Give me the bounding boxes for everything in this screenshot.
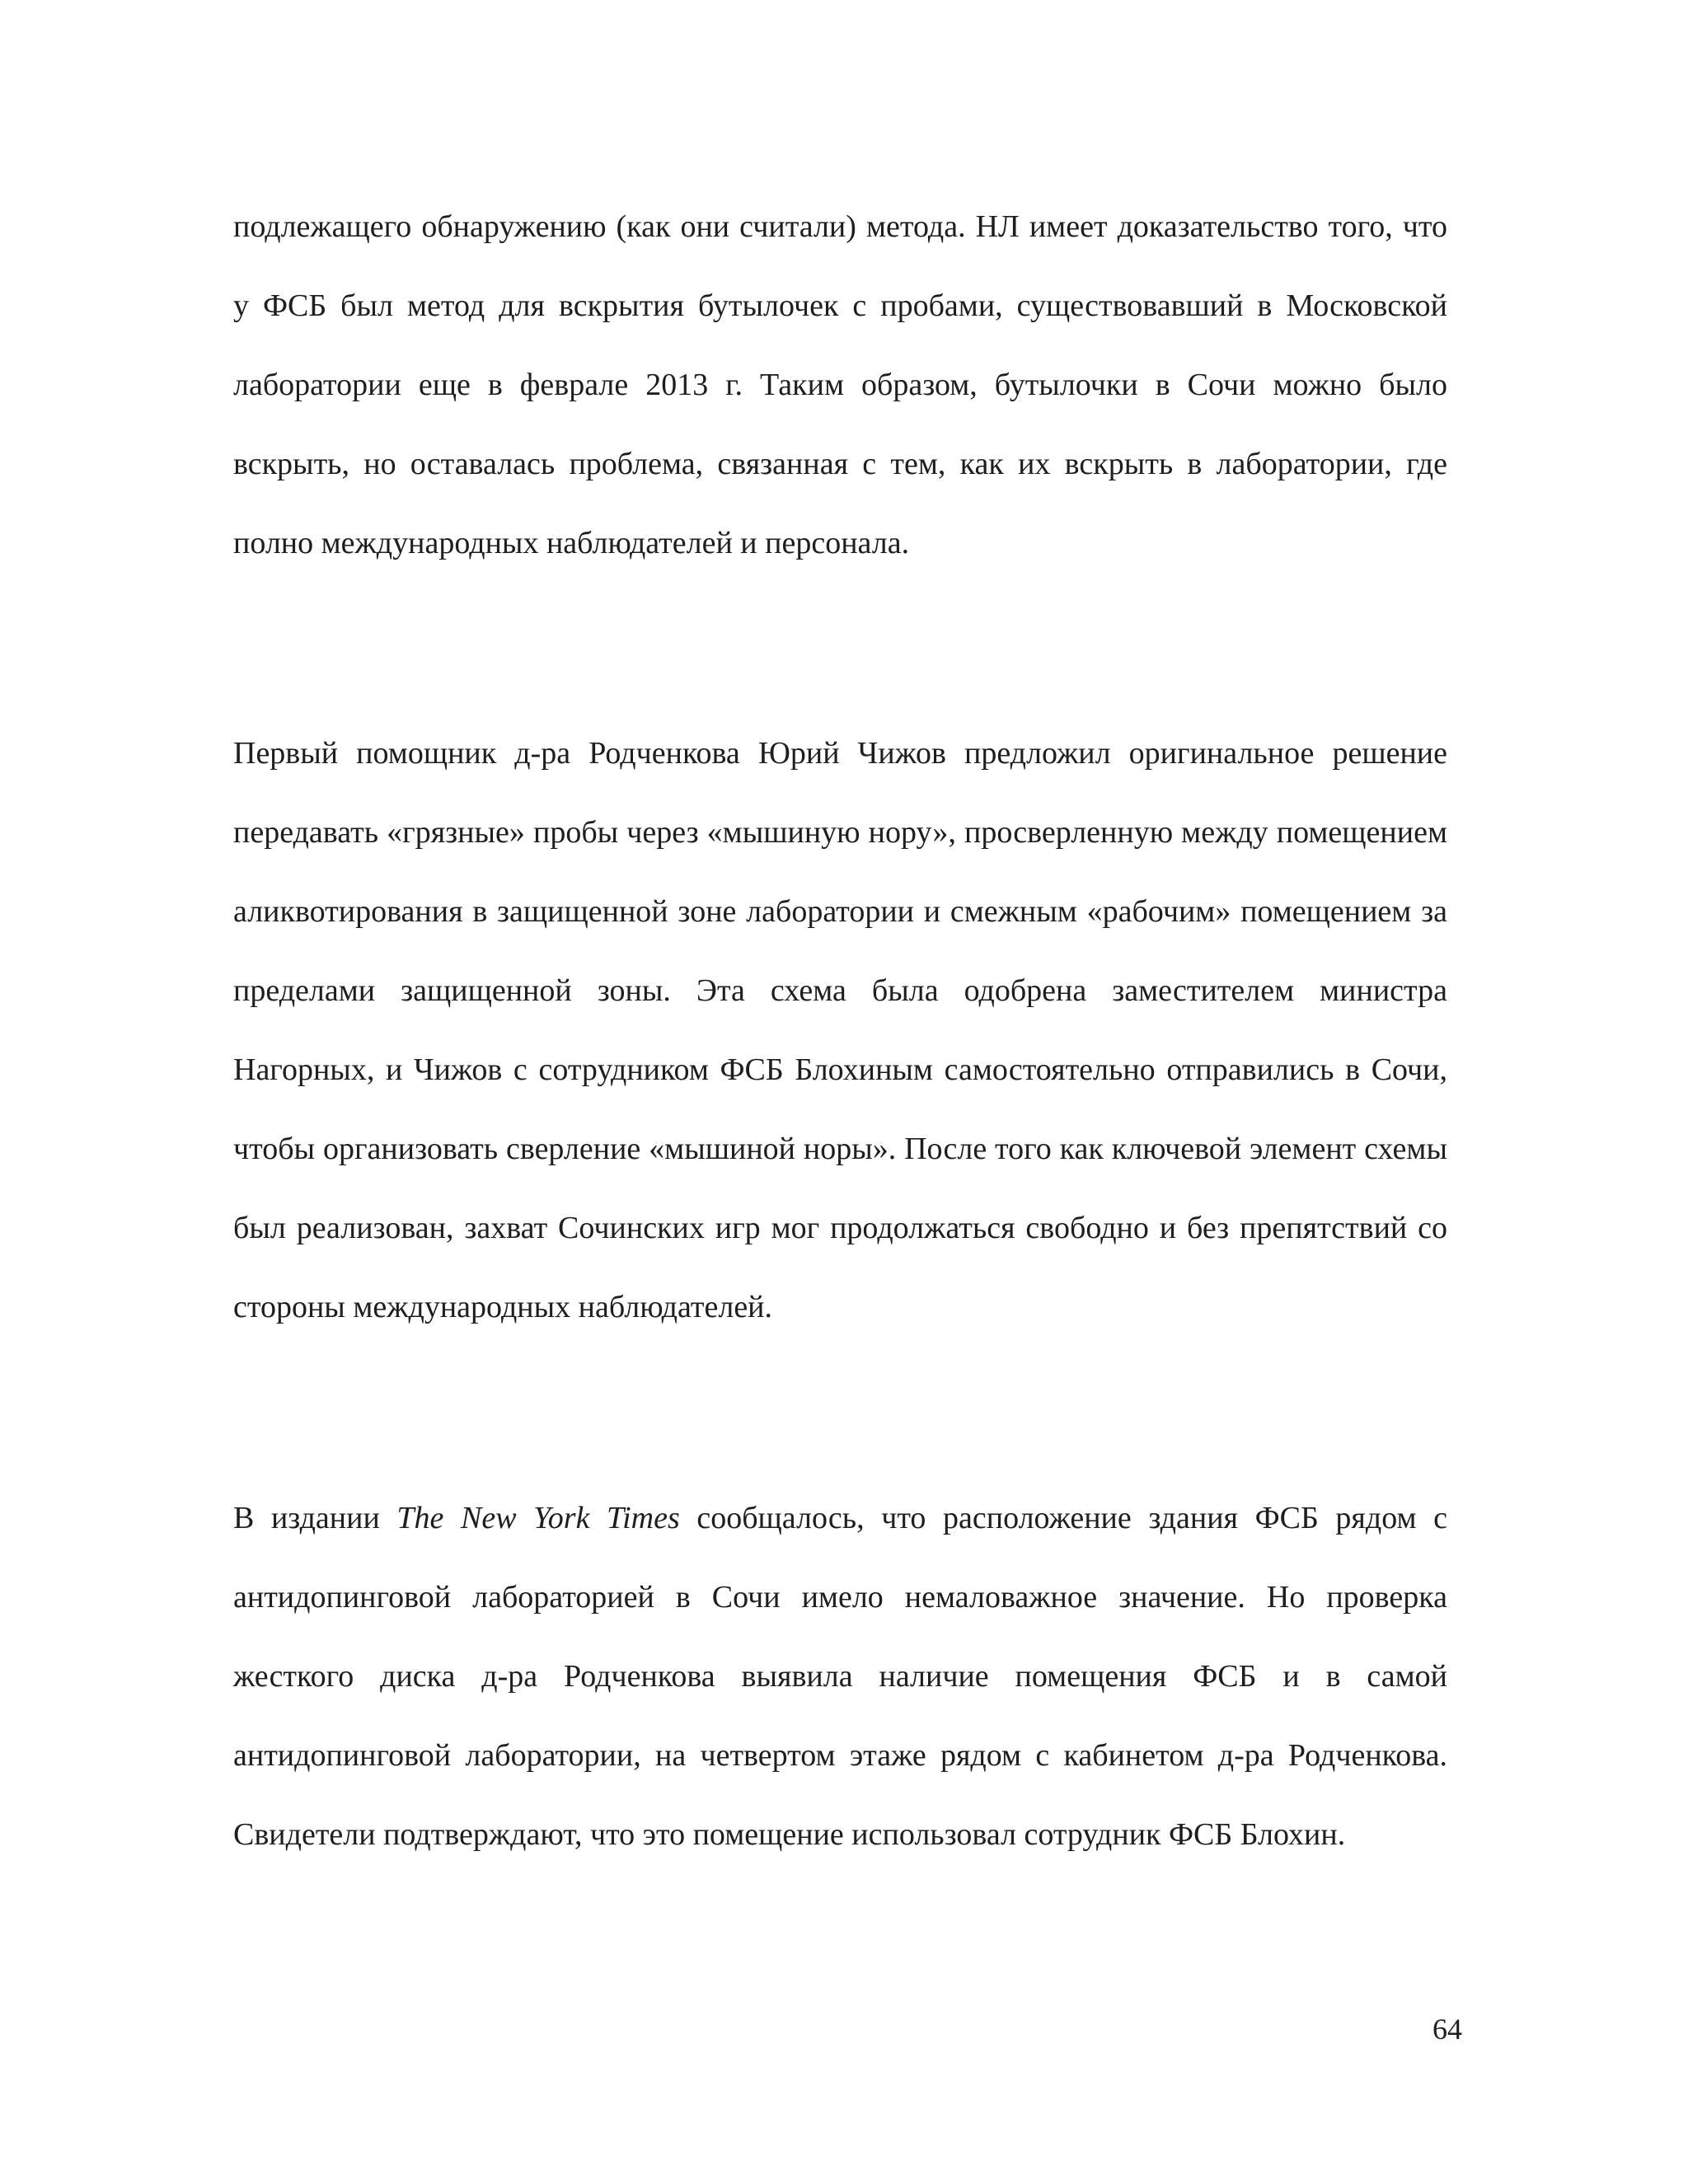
paragraph-3 <box>233 1479 1447 1874</box>
page-number: 64 <box>1432 2013 1462 2046</box>
paragraph-3-text-start: В издании <box>233 1501 397 1535</box>
paragraph-1: подлежащего обнаружению (как они считали) метода. НЛ имеет доказательство того, что у ФСБ был метод для вскрытия бутылочек с пробами, существовавший в Московской лаборатории еще в феврале 2013 г. Таким образом, бутылочки в Сочи можно было вскрыть, но оставалась проблема, связанная с тем, как их вскрыть в лаборатории, где полно международных наблюдателей и персонала. <box>233 209 1447 560</box>
paragraph-3-text-end: сообщалось, что расположение здания ФСБ рядом с антидопинговой лабораторией в Сочи имело немаловажное значение. Но проверка жесткого диска д-ра Родченкова выявила наличие помещения ФСБ и в самой антидопинговой лаборатории, на четвертом этаже рядом с кабинетом д-ра Родченкова. Свидетели подтверждают, что это помещение использовал сотрудник ФСБ Блохин. <box>233 1501 1447 1852</box>
publication-title: The New York Times <box>396 1501 680 1535</box>
paragraph-2: Первый помощник д-ра Родченкова Юрий Чижов предложил оригинальное решение передавать «грязные» пробы через «мышиную нору», просверленную между помещением аликвотирования в защищенной зоне лаборатории и смежным «рабочим» помещением за пределами защищенной зоны. Эта схема была одобрена заместителем министра Нагорных, и Чижов с сотрудником ФСБ Блохиным самостоятельно отправились в Сочи, чтобы организовать сверление «мышиной норы». После того как ключевой элемент схемы был реализован, захват Сочинских игр мог продолжаться свободно и без препятствий со стороны международных наблюдателей. <box>233 736 1447 1324</box>
